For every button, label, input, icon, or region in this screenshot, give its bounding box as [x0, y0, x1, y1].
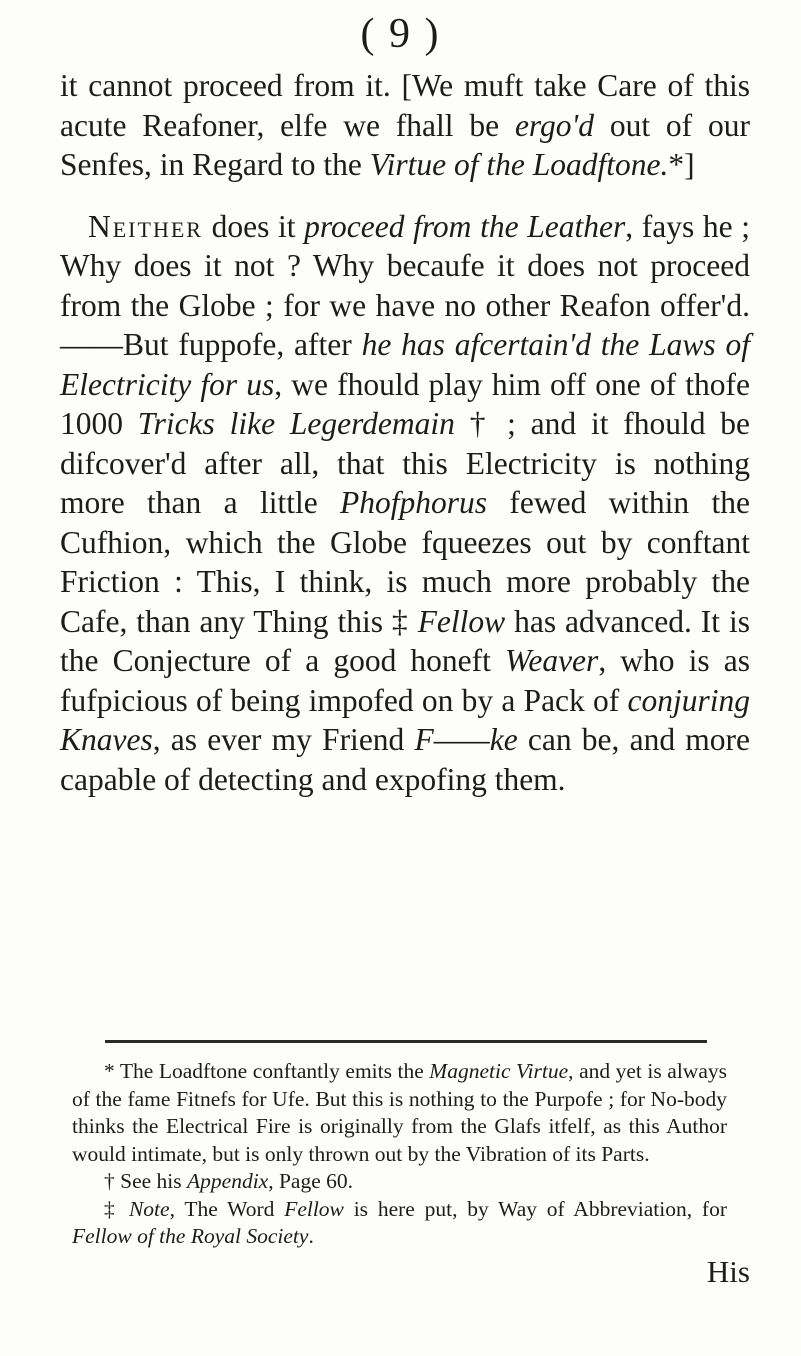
text-run: it cannot proceed from it. [We muft take Care of this acute Reafoner, elfe we fhall be	[60, 68, 750, 143]
italic-text: Tricks like Legerdemain	[137, 406, 455, 441]
text-run: , The Word	[169, 1196, 285, 1221]
paragraph-1	[60, 66, 750, 185]
italic-text: ergo'd	[514, 107, 594, 143]
text-run: can be, and more capable of detecting and expofing them.	[60, 722, 750, 797]
text-run: does it	[202, 208, 305, 244]
footnote-asterisk	[72, 1058, 727, 1168]
italic-text: he has afcertain'd the Laws of Electricity for us	[60, 327, 750, 402]
text-run: *]	[668, 147, 695, 182]
text-run: , who is as fufpicious of being impofed on by a Pack of	[60, 643, 750, 718]
italic-text: Fellow	[417, 603, 506, 639]
italic-text: Note	[128, 1196, 170, 1221]
italic-text: Fellow of the Royal Society	[72, 1224, 309, 1248]
text-run: ‡	[104, 1196, 129, 1221]
italic-text: Weaver	[505, 643, 599, 678]
text-run: † ; and it fhould be difcover'd after all, that this Electricity is nothing more than a little	[60, 406, 751, 520]
footnote-rule	[105, 1040, 707, 1043]
italic-text: Appendix	[187, 1169, 269, 1193]
page-number: ( 9 )	[360, 11, 441, 57]
main-text	[60, 66, 750, 799]
footnote-double-dagger	[72, 1196, 727, 1251]
text-run: † See his	[104, 1169, 188, 1193]
text-run: , as ever my Friend	[152, 722, 415, 757]
text-run: , Page 60.	[268, 1169, 354, 1193]
text-run: , and yet is always of the fame Fitnefs for Ufe. But this is nothing to the Purpofe ; for No-body thinks the Electrical Fire is originally from the Glafs itfelf, as this Author would intimate, but is only thrown out by the Vibration of its Parts.	[72, 1059, 727, 1166]
text-run: , we fhould play him off one of thofe 1000	[60, 366, 751, 441]
small-caps-text: Neither	[88, 208, 203, 244]
italic-text: conjuring Knaves	[60, 682, 750, 757]
catchword: His	[706, 1254, 750, 1289]
paragraph-2	[60, 207, 750, 800]
italic-text: proceed from the Leather	[304, 208, 626, 244]
italic-text: Phofphorus	[340, 485, 488, 520]
text-run: , fays he ; Why does it not ? Why becaufe it does not proceed from the Globe ; for we have no other Reafon offer'd.——But fuppofe, after	[60, 208, 750, 362]
text-run: is here put, by Way of Abbreviation, for	[343, 1196, 727, 1221]
italic-text: Fellow	[284, 1196, 344, 1221]
text-run: out of our Senfes, in Regard to the	[60, 107, 751, 182]
italic-text: Magnetic Virtue	[429, 1059, 569, 1083]
text-run: has advanced. It is the Conjecture of a good honeft	[60, 603, 750, 678]
text-run: .	[308, 1224, 314, 1248]
footnotes	[72, 1058, 727, 1251]
text-run: * The Loadftone conftantly emits the	[104, 1059, 430, 1083]
italic-text: Virtue of the Loadftone.	[369, 147, 669, 182]
text-run: fewed within the Cufhion, which the Globe fqueezes out by conftant Friction : This, I think, is much more probably the Cafe, than any Thing this ‡	[60, 485, 750, 639]
italic-text: F——ke	[414, 722, 518, 757]
footnote-dagger	[72, 1168, 727, 1196]
